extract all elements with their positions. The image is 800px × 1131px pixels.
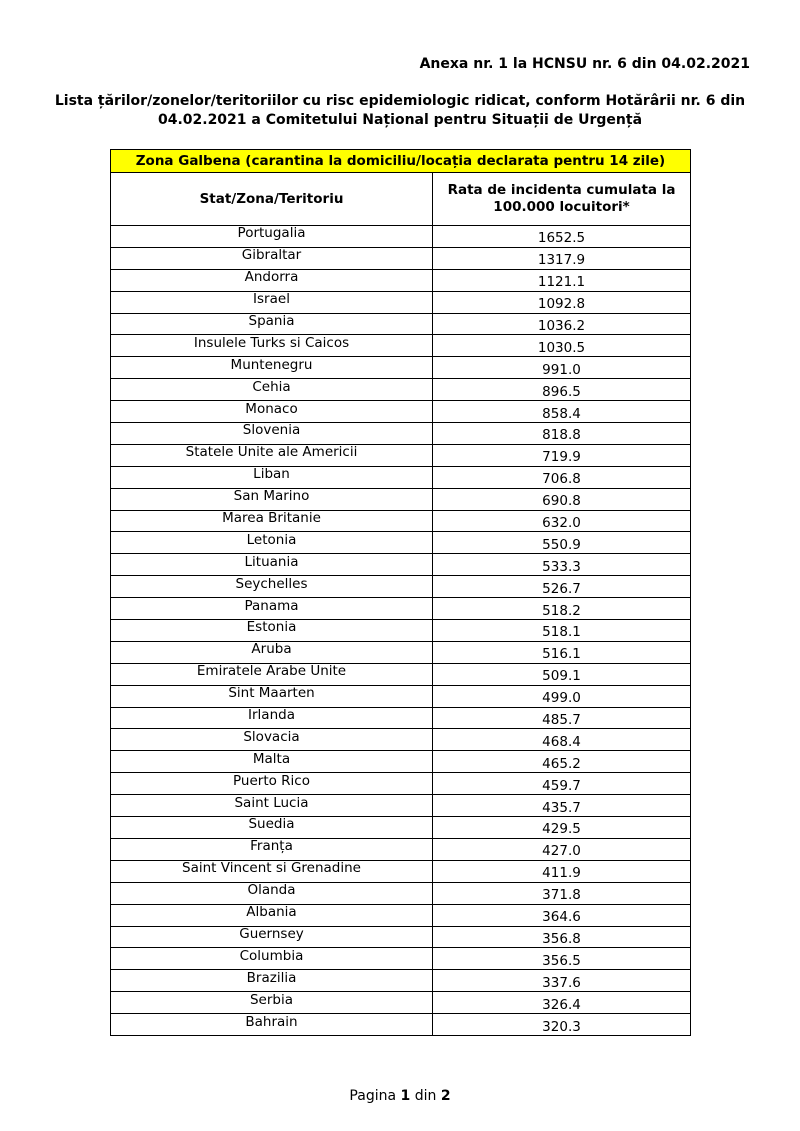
table-row [111, 773, 691, 795]
incidence-rate: 371.8 [542, 887, 581, 904]
country-cell [111, 576, 433, 598]
column-header-rate-line-1: Rata de incidenta cumulata la [447, 182, 676, 198]
page-word: Pagina [349, 1088, 397, 1104]
rate-cell [433, 510, 691, 532]
rate-cell [433, 1014, 691, 1036]
country-cell [111, 313, 433, 335]
country-name: Columbia [239, 947, 304, 964]
country-name: Emiratele Arabe Unite [196, 663, 347, 680]
page-total: 2 [440, 1088, 451, 1104]
incidence-rate: 499.0 [542, 690, 581, 707]
country-name: Saint Vincent si Grenadine [182, 860, 361, 877]
country-cell [111, 247, 433, 269]
rate-cell [433, 532, 691, 554]
country-name: Sint Maarten [228, 685, 315, 702]
country-name: Malta [252, 750, 291, 767]
table-row [111, 641, 691, 663]
table-row [111, 817, 691, 839]
table-row [111, 663, 691, 685]
table-row [111, 860, 691, 882]
incidence-rate: 427.0 [542, 843, 581, 860]
table-row [111, 992, 691, 1014]
incidence-rate: 429.5 [542, 821, 581, 838]
table-row [111, 444, 691, 466]
country-name: Statele Unite ale Americii [185, 444, 358, 461]
rate-cell [433, 247, 691, 269]
rate-cell [433, 860, 691, 882]
incidence-rate: 550.9 [542, 536, 581, 553]
rate-cell [433, 444, 691, 466]
country-name: Guernsey [239, 925, 304, 942]
table-row [111, 247, 691, 269]
incidence-rate: 818.8 [542, 427, 581, 444]
country-cell [111, 685, 433, 707]
table-row [111, 904, 691, 926]
rate-cell [433, 685, 691, 707]
country-cell [111, 401, 433, 423]
country-cell [111, 357, 433, 379]
rate-cell [433, 948, 691, 970]
table-row [111, 948, 691, 970]
table-row [111, 466, 691, 488]
country-name: Portugalia [237, 225, 306, 242]
country-cell [111, 817, 433, 839]
country-name: Bahrain [245, 1013, 298, 1030]
country-cell [111, 838, 433, 860]
incidence-rate: 896.5 [542, 383, 581, 400]
incidence-rate: 459.7 [542, 777, 581, 794]
incidence-rate: 356.8 [542, 930, 581, 947]
rate-cell [433, 926, 691, 948]
table-row [111, 423, 691, 445]
rate-cell [433, 904, 691, 926]
rate-cell [433, 882, 691, 904]
country-cell [111, 510, 433, 532]
country-name: Saint Lucia [234, 794, 309, 811]
country-name: Franța [250, 838, 293, 855]
rate-cell [433, 576, 691, 598]
table-row [111, 357, 691, 379]
country-cell [111, 751, 433, 773]
table-row [111, 576, 691, 598]
page-footer [0, 1088, 800, 1104]
country-name: Olanda [247, 882, 296, 899]
rate-cell [433, 554, 691, 576]
country-cell [111, 532, 433, 554]
rate-cell [433, 817, 691, 839]
country-name: Suedia [248, 816, 295, 833]
country-name: Irlanda [248, 707, 295, 724]
incidence-rate: 1652.5 [537, 230, 586, 247]
country-name: Albania [246, 904, 297, 921]
incidence-rate: 1317.9 [537, 252, 586, 269]
table-row [111, 882, 691, 904]
country-name: Slovacia [243, 728, 300, 745]
incidence-rate: 533.3 [542, 558, 581, 575]
country-cell [111, 598, 433, 620]
rate-cell [433, 335, 691, 357]
incidence-rate: 719.9 [542, 449, 581, 466]
country-cell [111, 773, 433, 795]
country-cell [111, 641, 433, 663]
table-row [111, 707, 691, 729]
rate-cell [433, 379, 691, 401]
table-row [111, 488, 691, 510]
country-cell [111, 926, 433, 948]
country-name: Brazilia [246, 969, 297, 986]
table-row [111, 926, 691, 948]
incidence-rate: 485.7 [542, 712, 581, 729]
country-name: Serbia [249, 991, 294, 1008]
country-cell [111, 904, 433, 926]
table-row [111, 269, 691, 291]
country-name: Slovenia [242, 422, 301, 439]
page-number: 1 [400, 1088, 411, 1104]
country-cell [111, 444, 433, 466]
country-name: Letonia [246, 531, 297, 548]
table-body [111, 226, 691, 1036]
country-cell [111, 488, 433, 510]
country-cell [111, 860, 433, 882]
country-cell [111, 795, 433, 817]
country-name: Israel [253, 291, 290, 308]
incidence-rate: 858.4 [542, 405, 581, 422]
rate-cell [433, 313, 691, 335]
country-cell [111, 992, 433, 1014]
country-name: Puerto Rico [233, 772, 310, 789]
incidence-rate: 991.0 [542, 361, 581, 378]
column-header-rate [433, 173, 691, 226]
country-cell [111, 269, 433, 291]
rate-cell [433, 773, 691, 795]
rate-cell [433, 620, 691, 642]
country-name: Seychelles [235, 575, 308, 592]
country-cell [111, 466, 433, 488]
incidence-rate: 1036.2 [537, 318, 586, 334]
country-name: Andorra [244, 269, 299, 286]
rate-cell [433, 488, 691, 510]
country-name: Liban [253, 466, 290, 483]
title-line-2: 04.02.2021 a Comitetului Național pentru Situații de Urgență [157, 112, 643, 128]
table-row [111, 532, 691, 554]
country-cell [111, 291, 433, 313]
rate-cell [433, 992, 691, 1014]
rate-cell [433, 751, 691, 773]
incidence-rate: 320.3 [542, 1018, 581, 1035]
country-name: Monaco [245, 400, 298, 417]
title-line-1: Lista țărilor/zonelor/teritoriilor cu risc epidemiologic ridicat, conform Hotărârii nr. 6 din [54, 93, 746, 109]
table-row [111, 795, 691, 817]
country-cell [111, 379, 433, 401]
incidence-rate: 1121.1 [537, 274, 586, 291]
table-row [111, 685, 691, 707]
incidence-rate: 364.6 [542, 909, 581, 926]
country-cell [111, 948, 433, 970]
rate-cell [433, 466, 691, 488]
table-row [111, 554, 691, 576]
table-row [111, 379, 691, 401]
incidence-rate: 1030.5 [537, 339, 586, 356]
rate-cell [433, 226, 691, 248]
incidence-rate: 518.1 [542, 624, 581, 641]
table-row [111, 226, 691, 248]
rate-cell [433, 707, 691, 729]
country-name: San Marino [233, 488, 310, 505]
table-row [111, 291, 691, 313]
column-header-rate-line-2: 100.000 locuitori* [493, 199, 630, 215]
rate-cell [433, 838, 691, 860]
country-cell [111, 620, 433, 642]
incidence-rate: 516.1 [542, 646, 581, 663]
country-cell [111, 226, 433, 248]
incidence-rate: 326.4 [542, 996, 581, 1013]
country-cell [111, 970, 433, 992]
table-row [111, 751, 691, 773]
incidence-rate: 337.6 [542, 974, 581, 991]
table-row [111, 401, 691, 423]
document-title [40, 92, 760, 130]
incidence-rate: 1092.8 [537, 296, 586, 313]
country-cell [111, 882, 433, 904]
rate-cell [433, 291, 691, 313]
country-cell [111, 707, 433, 729]
table-row [111, 838, 691, 860]
table-row [111, 335, 691, 357]
country-name: Lituania [244, 553, 299, 570]
column-header-row [111, 173, 691, 226]
table-row [111, 970, 691, 992]
incidence-rate: 435.7 [542, 799, 581, 816]
rate-cell [433, 729, 691, 751]
incidence-rate: 632.0 [542, 515, 581, 532]
incidence-rate: 356.5 [542, 952, 581, 969]
table-row [111, 313, 691, 335]
table-row [111, 1014, 691, 1036]
rate-cell [433, 423, 691, 445]
risk-countries-table [110, 149, 691, 1036]
table-row [111, 729, 691, 751]
incidence-rate: 468.4 [542, 733, 581, 750]
country-name: Estonia [246, 619, 297, 636]
country-name: Marea Britanie [222, 510, 321, 527]
zone-header-row [111, 150, 691, 173]
country-name: Spania [248, 313, 295, 329]
incidence-rate: 509.1 [542, 668, 581, 685]
of-word: din [414, 1088, 437, 1104]
country-name: Aruba [251, 641, 292, 658]
rate-cell [433, 357, 691, 379]
table-row [111, 620, 691, 642]
country-name: Insulele Turks si Caicos [193, 334, 350, 351]
annex-reference: Anexa nr. 1 la HCNSU nr. 6 din 04.02.2021 [419, 56, 750, 72]
rate-cell [433, 970, 691, 992]
rate-cell [433, 598, 691, 620]
table-row [111, 510, 691, 532]
rate-cell [433, 795, 691, 817]
column-header-country: Stat/Zona/Teritoriu [111, 173, 433, 226]
rate-cell [433, 401, 691, 423]
country-cell [111, 423, 433, 445]
rate-cell [433, 663, 691, 685]
table-row [111, 598, 691, 620]
country-name: Panama [244, 597, 299, 614]
country-name: Gibraltar [241, 247, 302, 264]
rate-cell [433, 269, 691, 291]
incidence-rate: 411.9 [542, 865, 581, 882]
country-cell [111, 554, 433, 576]
country-name: Muntenegru [230, 356, 313, 373]
country-cell [111, 663, 433, 685]
rate-cell [433, 641, 691, 663]
country-cell [111, 729, 433, 751]
incidence-rate: 690.8 [542, 493, 581, 510]
incidence-rate: 526.7 [542, 580, 581, 597]
country-cell [111, 1014, 433, 1036]
zone-title: Zona Galbena (carantina la domiciliu/locația declarata pentru 14 zile) [111, 150, 691, 173]
country-name: Cehia [252, 378, 291, 395]
incidence-rate: 706.8 [542, 471, 581, 488]
incidence-rate: 518.2 [542, 602, 581, 619]
country-cell [111, 335, 433, 357]
incidence-rate: 465.2 [542, 755, 581, 772]
